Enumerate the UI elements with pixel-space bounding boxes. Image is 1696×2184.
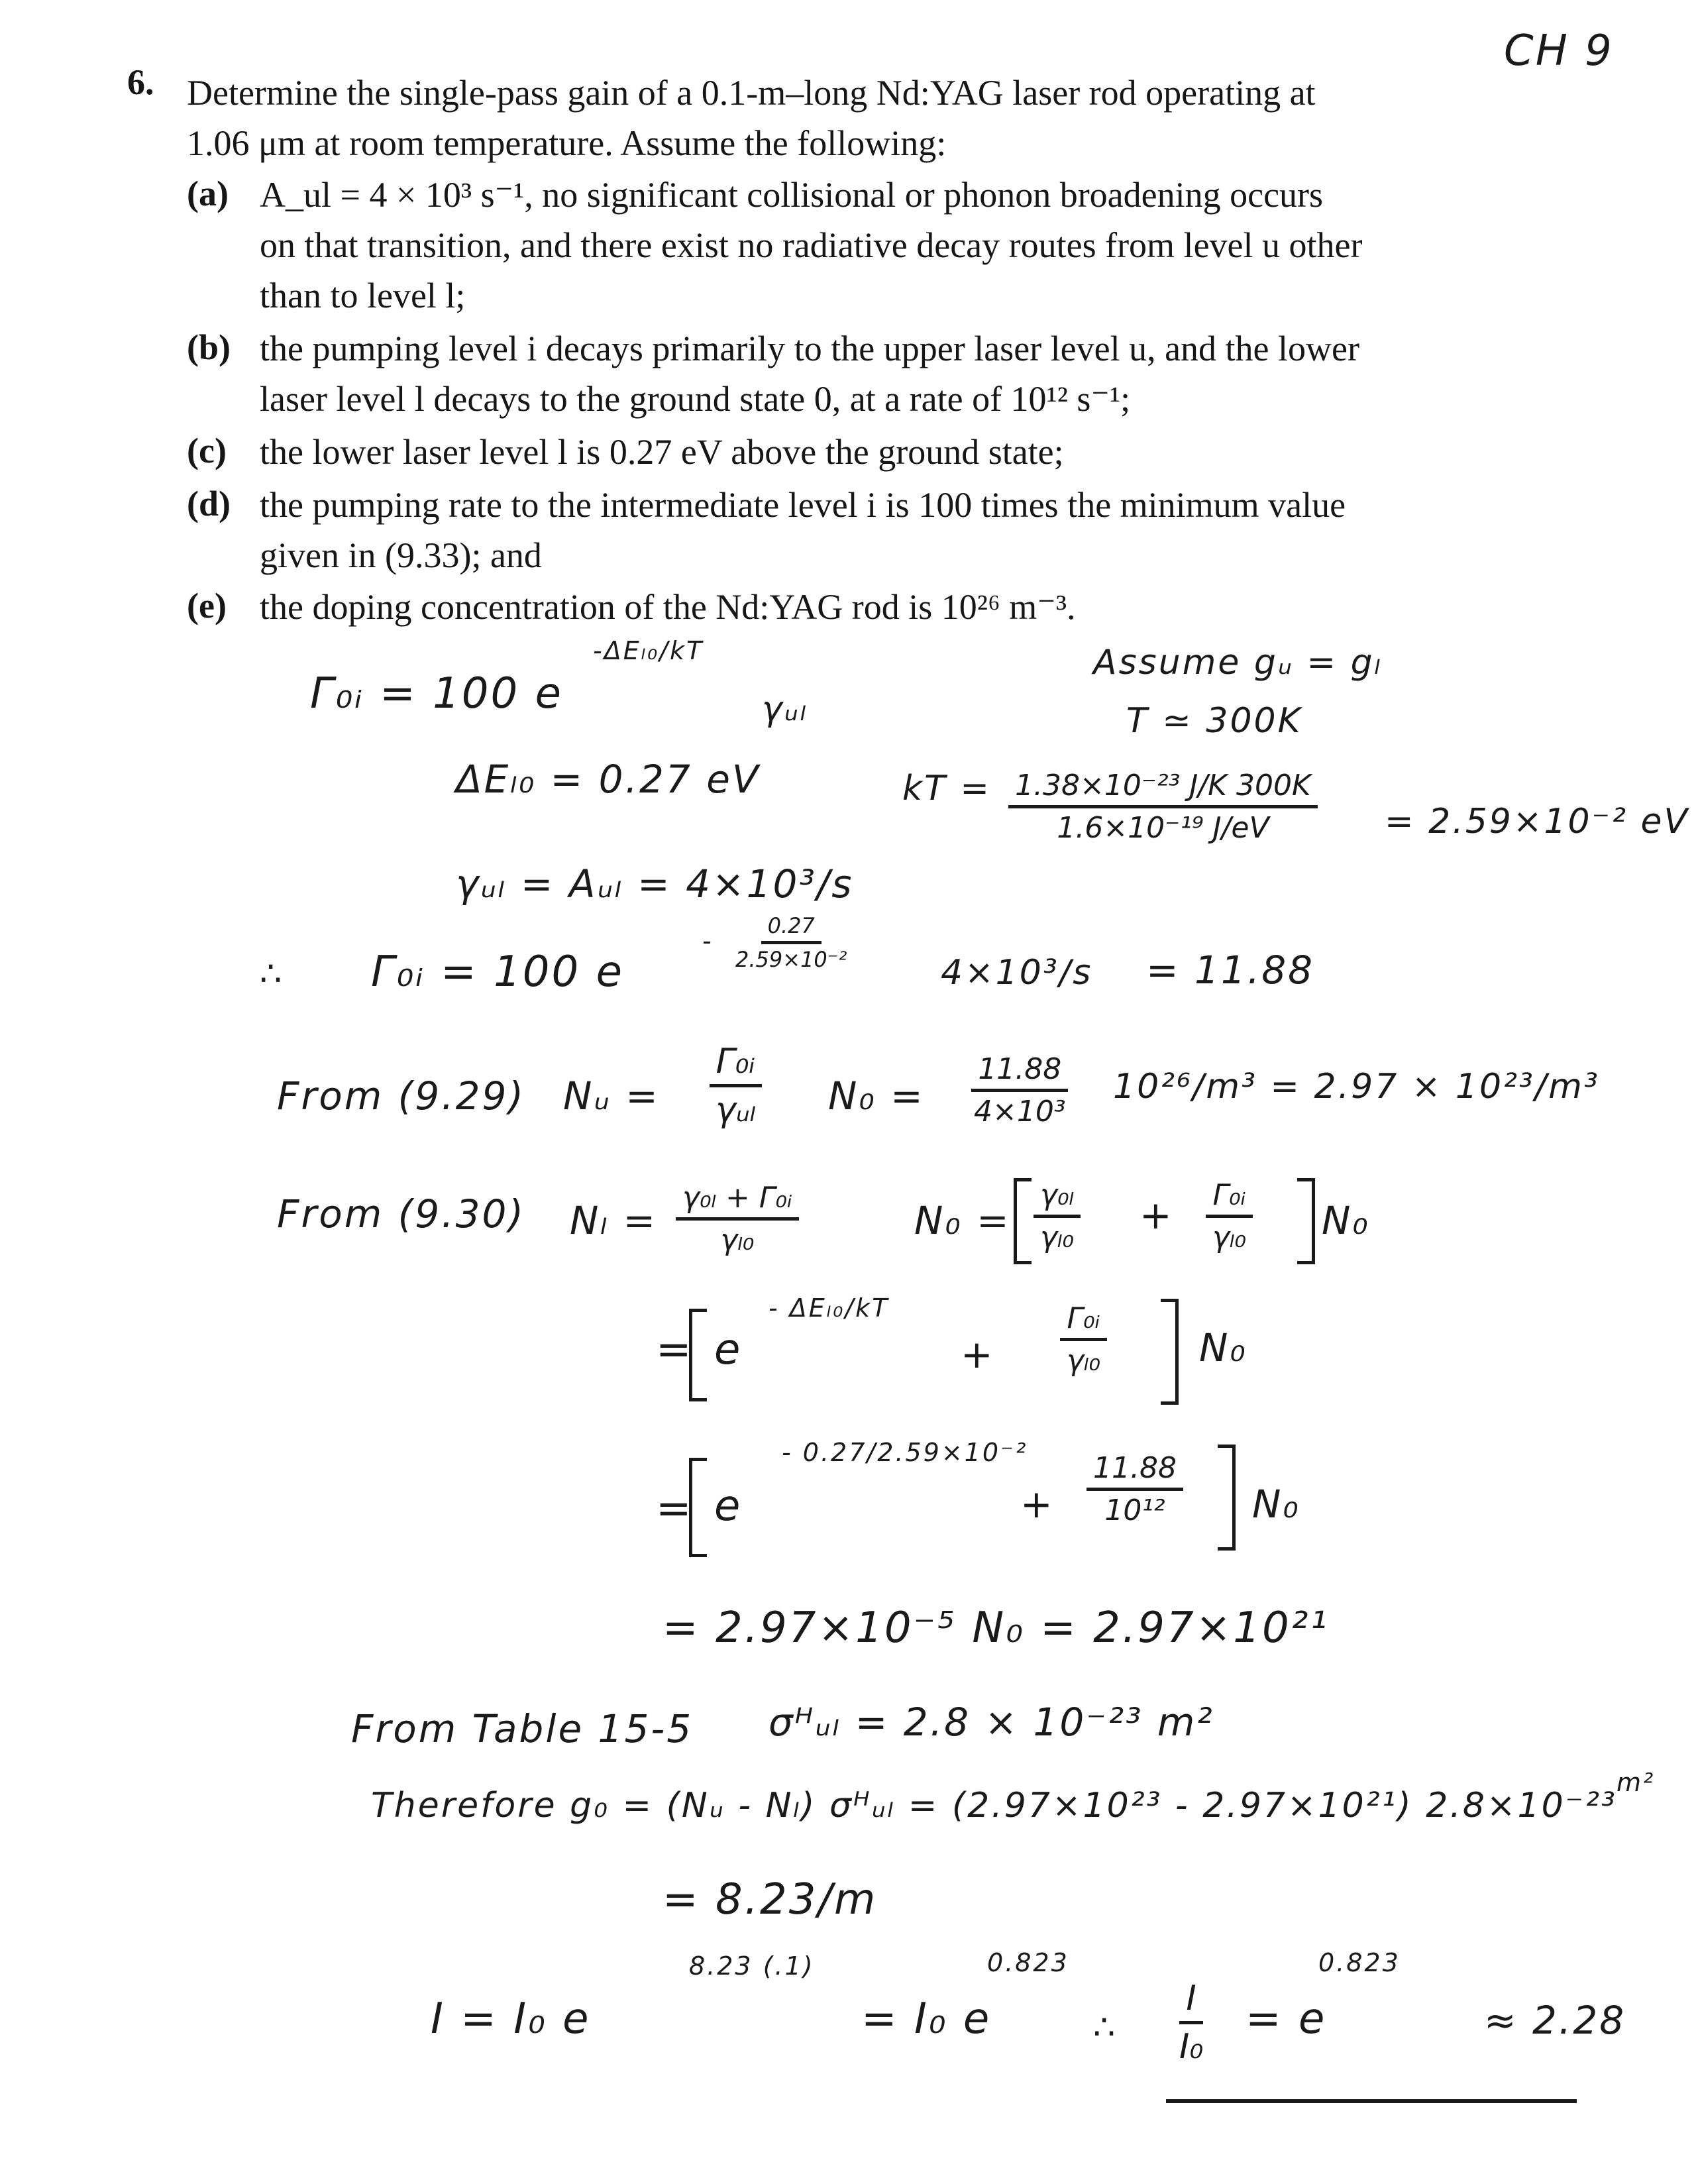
kt-result: = 2.59×10⁻² eV: [1385, 802, 1690, 842]
left-bracket: [1014, 1178, 1032, 1264]
gain-unit: m²: [1616, 1768, 1656, 1797]
nu-numerator: Γ₀ᵢ: [710, 1042, 762, 1087]
item-label: (b): [187, 327, 231, 367]
gain-equation: Therefore g₀ = (Nᵤ - Nₗ) σᴴᵤₗ = (2.97×10²³ - 2.97×10²¹) 2.8×10⁻²³: [371, 1786, 1617, 1826]
item-line: the pumping rate to the intermediate level i is 100 times the minimum value: [260, 485, 1346, 525]
nl-lhs: Nₗ =: [570, 1198, 658, 1243]
kt-fraction: [1008, 769, 1318, 845]
gamma-ul-value: γᵤₗ = Aᵤₗ = 4×10³/s: [456, 861, 854, 906]
intensity-exponent-3: 0.823: [1318, 1948, 1401, 1977]
nl-fraction-2-denominator: γₗ₀: [1040, 1221, 1074, 1254]
sigma-reference: From Table 15-5: [351, 1706, 694, 1751]
exp-e: e: [714, 1325, 743, 1374]
exponent-denominator: 2.59×10⁻²: [735, 947, 847, 972]
gamma-definition: Γ₀ᵢ = 100 e: [310, 669, 563, 718]
item-line: the doping concentration of the Nd:YAG rod is 10²⁶ m⁻³.: [260, 587, 1076, 627]
gamma-calc-minus: -: [702, 926, 714, 956]
item-label: (a): [187, 174, 229, 213]
intensity-exponent-2: 0.823: [987, 1948, 1069, 1977]
gamma-calc: Γ₀ᵢ = 100 e: [371, 948, 624, 997]
gamma-calc-result: = 11.88: [1146, 948, 1315, 993]
gamma-calc-exponent: [729, 913, 854, 972]
nl-fraction-3-numerator: Γ₀ᵢ: [1206, 1178, 1252, 1218]
item-label: (c): [187, 431, 227, 470]
nu-value-numerator: 11.88: [971, 1052, 1068, 1092]
intensity-exponent-1: 8.23 (.1): [689, 1951, 815, 1981]
exponent-numerator: 0.27: [761, 913, 822, 944]
intensity-lhs: I = I₀ e: [431, 1994, 591, 2044]
nl-fraction-1: [676, 1181, 799, 1257]
ratio-numerator: I: [1179, 1979, 1202, 2024]
gamma-exponent: -ΔEₗ₀/kT: [593, 636, 704, 665]
item-line: laser level l decays to the ground state 0, at a rate of 10¹² s⁻¹;: [260, 379, 1131, 419]
sigma-value: σᴴᵤₗ = 2.8 × 10⁻²³ m²: [768, 1700, 1214, 1745]
nu-value-fraction: [967, 1052, 1073, 1128]
line2-fraction: [1060, 1301, 1107, 1378]
right-bracket: [1297, 1178, 1315, 1264]
item-label: (d): [187, 484, 231, 523]
line3-exponent: - 0.27/2.59×10⁻²: [782, 1438, 1028, 1467]
intensity-mid: = I₀ e: [861, 1994, 992, 2044]
line3-fraction: [1086, 1451, 1183, 1527]
delta-e: ΔEₗ₀ = 0.27 eV: [456, 757, 761, 802]
line2-numerator: Γ₀ᵢ: [1060, 1301, 1106, 1341]
nu-value-denominator: 4×10³: [974, 1095, 1066, 1128]
nl-fraction-3: [1206, 1178, 1253, 1254]
item-line: the lower laser level l is 0.27 eV above the ground state;: [260, 432, 1064, 472]
equals-sign: =: [656, 1325, 694, 1374]
exp-e: e: [714, 1482, 743, 1531]
final-answer: ≈ 2.28: [1484, 1998, 1626, 2043]
right-bracket: [1218, 1445, 1236, 1551]
ratio-equals-e: = e: [1246, 1994, 1327, 2044]
plus-sign: +: [1020, 1482, 1055, 1527]
therefore-symbol: ∴: [260, 954, 284, 994]
line3-denominator: 10¹²: [1104, 1494, 1165, 1527]
nl-fraction-2-numerator: γ₀ₗ: [1034, 1178, 1081, 1218]
line2-exponent: - ΔEₗ₀/kT: [768, 1293, 890, 1323]
nl-fraction-1-numerator: γ₀ₗ + Γ₀ᵢ: [676, 1181, 799, 1221]
intensity-ratio: [1173, 1979, 1210, 2067]
equals-sign: =: [656, 1484, 694, 1533]
n0-symbol: N₀: [1199, 1325, 1247, 1370]
nl-fraction-1-denominator: γₗ₀: [720, 1223, 755, 1257]
therefore-symbol: ∴: [1093, 2008, 1118, 2048]
plus-sign: +: [961, 1332, 995, 1377]
temperature: T ≃ 300K: [1126, 701, 1302, 741]
problem-number: 6.: [127, 62, 154, 102]
nl-fraction-3-denominator: γₗ₀: [1212, 1221, 1246, 1254]
kt-lhs: kT =: [902, 769, 991, 808]
nu-reference: From (9.29): [277, 1073, 526, 1119]
item-label: (e): [187, 586, 227, 626]
n0-symbol: N₀: [1252, 1482, 1300, 1527]
ratio-denominator: I₀: [1179, 2027, 1204, 2067]
chapter-label: CH 9: [1504, 27, 1614, 76]
nu-fraction: [709, 1042, 762, 1130]
item-line: on that transition, and there exist no radiative decay routes from level u other: [260, 225, 1363, 265]
problem-intro-line: 1.06 μm at room temperature. Assume the following:: [187, 123, 947, 163]
nu-denominator: γᵤₗ: [716, 1090, 756, 1130]
item-line: A_ul = 4 × 10³ s⁻¹, no significant collisional or phonon broadening occurs: [260, 175, 1324, 215]
kt-denominator: 1.6×10⁻¹⁹ J/eV: [1057, 811, 1269, 845]
gamma-calc-rate: 4×10³/s: [941, 953, 1093, 993]
nl-reference: From (9.30): [277, 1191, 526, 1236]
line3-numerator: 11.88: [1086, 1451, 1183, 1491]
line2-denominator: γₗ₀: [1067, 1344, 1100, 1378]
item-line: the pumping level i decays primarily to the upper laser level u, and the lower: [260, 329, 1359, 368]
problem-intro-line: Determine the single-pass gain of a 0.1-m–long Nd:YAG laser rod operating at: [187, 73, 1316, 113]
item-line: than to level l;: [260, 276, 466, 315]
nl-fraction-2: [1034, 1178, 1081, 1254]
item-line: given in (9.33); and: [260, 535, 542, 575]
gain-result: = 8.23/m: [662, 1875, 878, 1924]
nu-result: 10²⁶/m³ = 2.97 × 10²³/m³: [1113, 1067, 1600, 1107]
assumption: Assume gᵤ = gₗ: [1093, 643, 1383, 682]
nl-n0: N₀ =: [914, 1198, 1011, 1243]
nu-n0: N₀ =: [828, 1073, 925, 1119]
n0-symbol: N₀: [1322, 1198, 1370, 1243]
answer-underline: [1166, 2099, 1577, 2103]
nu-lhs: Nᵤ =: [563, 1073, 660, 1119]
left-bracket: [689, 1458, 707, 1557]
left-bracket: [689, 1309, 707, 1401]
right-bracket: [1161, 1299, 1179, 1405]
gamma-ul-symbol: γᵤₗ: [762, 689, 808, 729]
kt-numerator: 1.38×10⁻²³ J/K 300K: [1008, 769, 1318, 808]
plus-sign: +: [1140, 1193, 1174, 1238]
nl-result: = 2.97×10⁻⁵ N₀ = 2.97×10²¹: [662, 1604, 1330, 1653]
